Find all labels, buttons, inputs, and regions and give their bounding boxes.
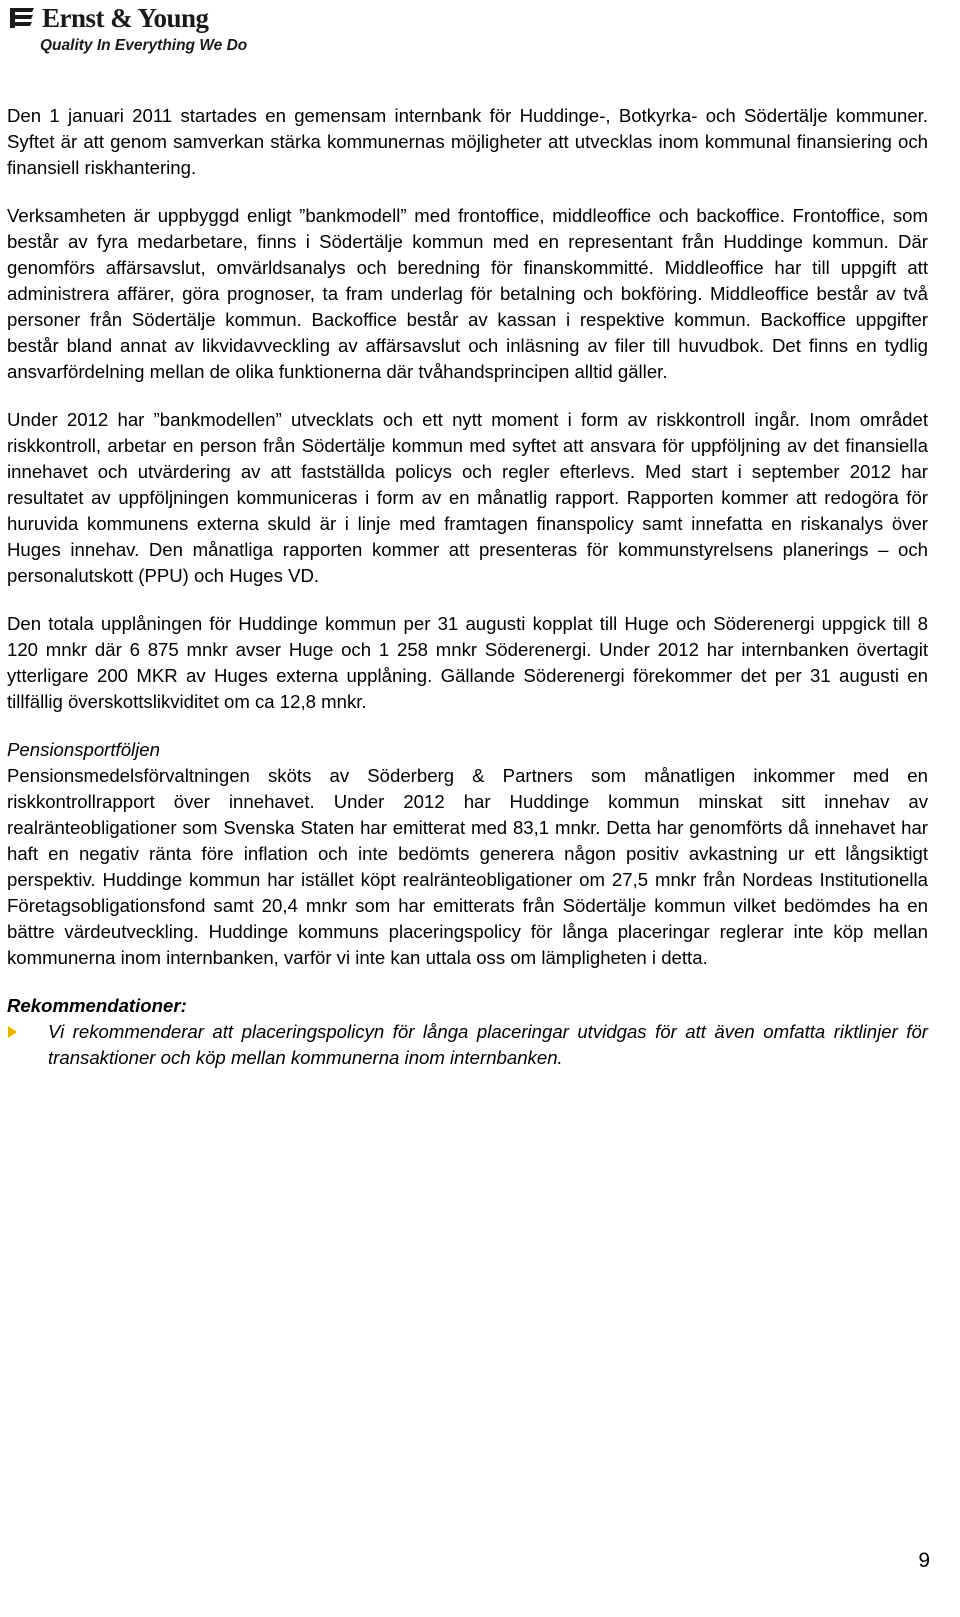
ernst-young-logo-mark-icon <box>8 6 38 30</box>
logo-company-name: Ernst & Young <box>42 3 209 33</box>
company-logo <box>6 2 266 58</box>
recommendation-text: Vi rekommenderar att placeringspolicyn för långa placeringar utvidgas för att även omfatta riktlinjer för transaktioner och köp mellan kommunerna inom internbanken. <box>48 1021 928 1068</box>
paragraph-internbank-intro: Den 1 januari 2011 startades en gemensam internbank för Huddinge-, Botkyrka- och Södertälje kommuner. Syftet är att genom samverkan stärka kommunernas möjligheter att utvecklas inom kommunal finansiering och finansiell riskhantering. <box>7 105 928 178</box>
paragraph-bankmodell: Verksamheten är uppbyggd enligt ”bankmodell” med frontoffice, middleoffice och backoffice. Frontoffice, som består av fyra medarbetare, finns i Södertälje kommun med en representant från Huddinge kommun. Där genomförs affärsavslut, omvärldsanalys och beredning för finanskommitté. Middleoffice har till uppgift att administrera affärer, göra prognoser, ta fram underlag för betalning och bokföring. Middleoffice består av två personer från Södertälje kommun. Backoffice består av kassan i respektive kommun. Backoffice uppgifter består bland annat av likvidavveckling av affärsavslut och inläsning av filer till huvudbok. Det finns en tydlig ansvarfördelning mellan de olika funktionerna där tvåhandsprincipen alltid gäller. <box>7 205 928 382</box>
page-number: 9 <box>918 1549 930 1572</box>
logo-tagline: Quality In Everything We Do <box>40 37 248 54</box>
section-heading-pensionsportfoljen: Pensionsportföljen <box>7 739 160 760</box>
paragraph-upplaning: Den totala upplåningen för Huddinge kommun per 31 augusti kopplat till Huge och Söderenergi uppgick till 8 120 mnkr där 6 875 mnkr avser Huge och 1 258 mnkr Söderenergi. Under 2012 har internbanken övertagit ytterligare 200 MKR av Huges externa upplåning. Gällande Söderenergi förekommer det per 31 augusti en tillfällig överskottslikviditet om ca 12,8 mnkr. <box>7 613 928 712</box>
recommendations-heading: Rekommendationer: <box>7 995 187 1016</box>
paragraph-pensionsportfoljen: Pensionsmedelsförvaltningen sköts av Söderberg & Partners som månatligen inkommer med en riskkontrollrapport över innehavet. Under 2012 har Huddinge kommun minskat sitt innehav av realränteobligationer som Svenska Staten har emitterat med 83,1 mnkr. Detta har genomförts då innehavet har haft en negativ ränta före inflation och inte bedömts generera någon positiv avkastning ur ett långsiktigt perspektiv. Huddinge kommun har istället köpt realränteobligationer om 27,5 mnkr från Nordeas Institutionella Företagsobligationsfond samt 20,4 mnkr som har emitterats från Södertälje kommun vilket bedömdes ha en bättre värdeutveckling. Huddinge kommuns placeringspolicy för långa placeringar reglerar inte köp mellan kommunerna inom internbanken, varför vi inte kan uttala oss om lämpligheten i detta. <box>7 765 928 968</box>
paragraph-riskkontroll: Under 2012 har ”bankmodellen” utvecklats och ett nytt moment i form av riskkontroll ingår. Inom området riskkontroll, arbetar en person från Södertälje kommun med syftet att ansvara för uppföljning av det finansiella innehavet och utvärdering av att fastställda policys och regler efterlevs. Med start i september 2012 har resultatet av uppföljningen kommuniceras i form av en månatlig rapport. Rapporten kommer att redogöra för huruvida kommunens externa skuld är i linje med framtagen finanspolicy samt innefatta en riskanalys över Huges innehav. Den månatliga rapporten kommer att presenteras för kommunstyrelsens planerings – och personalutskott (PPU) och Huges VD. <box>7 409 928 586</box>
triangle-bullet-icon <box>8 1026 17 1038</box>
recommendation-item <box>7 1019 928 1071</box>
document-body <box>7 103 928 1071</box>
